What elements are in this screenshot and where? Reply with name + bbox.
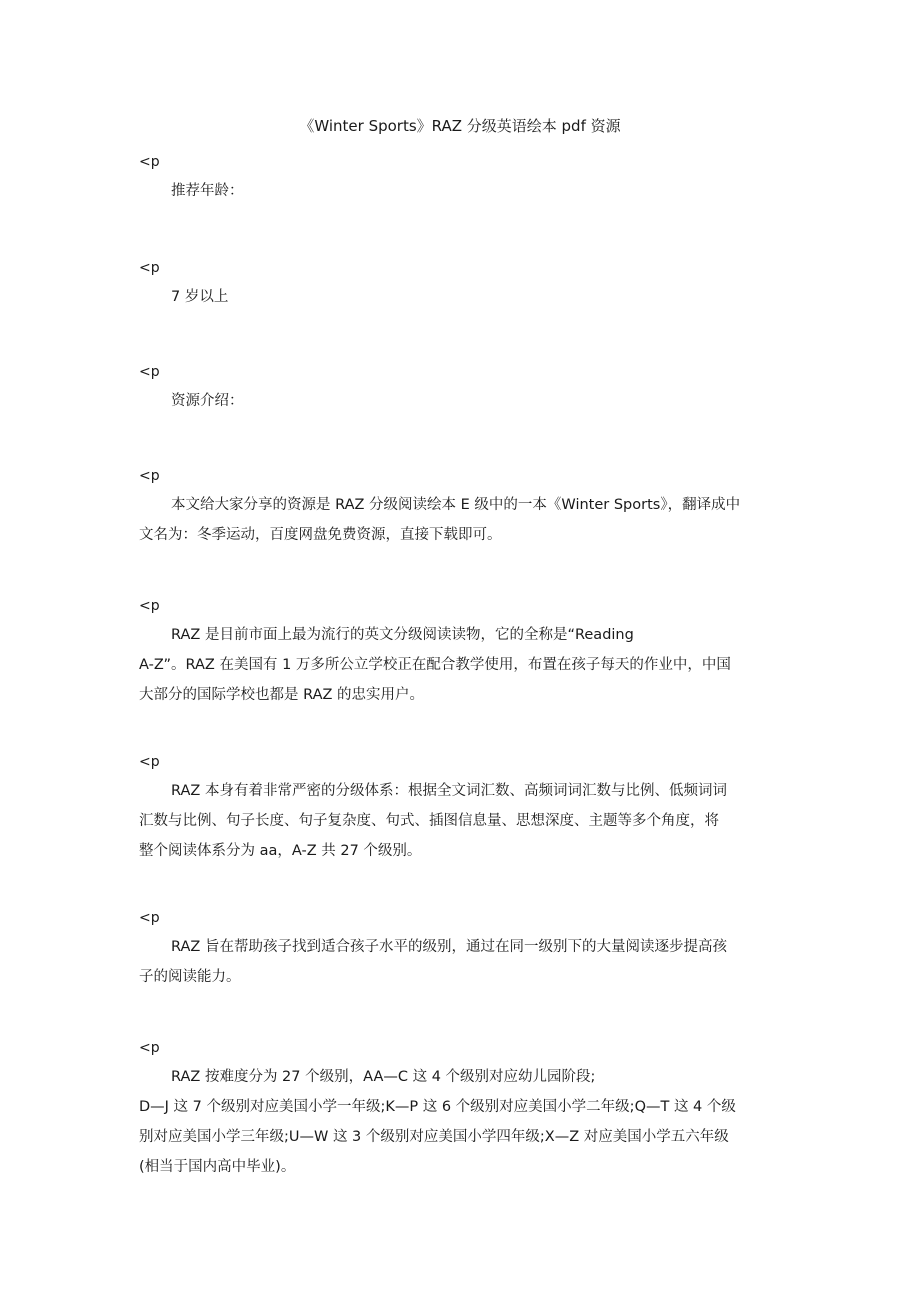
paragraph-line: RAZ 是目前市面上最为流行的英文分级阅读读物，它的全称是“Reading bbox=[171, 627, 634, 643]
paragraph-marker: <p bbox=[139, 154, 160, 170]
paragraph-text bbox=[139, 386, 784, 416]
paragraph-text bbox=[139, 932, 784, 992]
paragraph-text bbox=[139, 490, 784, 550]
paragraph-line: 本文给大家分享的资源是 RAZ 分级阅读绘本 E 级中的一本《Winter Sports》，翻译成中 bbox=[171, 497, 741, 513]
paragraph-text bbox=[139, 1062, 784, 1182]
paragraph-text bbox=[139, 620, 784, 710]
paragraph-line: RAZ 本身有着非常严密的分级体系：根据全文词汇数、高频词词汇数与比例、低频词词 bbox=[171, 783, 727, 799]
paragraph-line: 推荐年龄： bbox=[171, 183, 244, 199]
paragraph-line: 7 岁以上 bbox=[171, 289, 229, 305]
paragraph-line: 大部分的国际学校也都是 RAZ 的忠实用户。 bbox=[139, 687, 425, 703]
paragraph-marker: <p bbox=[139, 1040, 160, 1056]
paragraph-line: 资源介绍： bbox=[171, 393, 244, 409]
paragraph-marker: <p bbox=[139, 364, 160, 380]
paragraph-block bbox=[139, 362, 784, 416]
paragraph-text bbox=[139, 776, 784, 866]
paragraph-block bbox=[139, 466, 784, 550]
paragraph-line: RAZ 旨在帮助孩子找到适合孩子水平的级别，通过在同一级别下的大量阅读逐步提高孩 bbox=[171, 939, 727, 955]
paragraph-marker: <p bbox=[139, 468, 160, 484]
paragraph-line: 文名为：冬季运动，百度网盘免费资源，直接下载即可。 bbox=[139, 527, 502, 543]
paragraph-marker: <p bbox=[139, 754, 160, 770]
paragraph-text bbox=[139, 282, 784, 312]
paragraph-block bbox=[139, 1038, 784, 1182]
paragraph-line: A-Z”。RAZ 在美国有 1 万多所公立学校正在配合教学使用，布置在孩子每天的作业中，中国 bbox=[139, 657, 731, 673]
paragraph-line: RAZ 按难度分为 27 个级别，AA—C 这 4 个级别对应幼儿园阶段; bbox=[171, 1069, 596, 1085]
paragraph-line: 子的阅读能力。 bbox=[139, 969, 241, 985]
document-title: 《Winter Sports》RAZ 分级英语绘本 pdf 资源 bbox=[299, 117, 621, 135]
paragraph-marker: <p bbox=[139, 910, 160, 926]
paragraph-block bbox=[139, 752, 784, 866]
paragraph-line: 别对应美国小学三年级;U—W 这 3 个级别对应美国小学四年级;X—Z 对应美国小学五六年级 bbox=[139, 1129, 729, 1145]
paragraph-line: (相当于国内高中毕业)。 bbox=[139, 1159, 296, 1175]
paragraph-block bbox=[139, 152, 784, 206]
paragraph-marker: <p bbox=[139, 598, 160, 614]
paragraph-line: 汇数与比例、句子长度、句子复杂度、句式、插图信息量、思想深度、主题等多个角度，将 bbox=[139, 813, 719, 829]
paragraph-line: D—J 这 7 个级别对应美国小学一年级;K—P 这 6 个级别对应美国小学二年级;Q—T 这 4 个级 bbox=[139, 1099, 736, 1115]
paragraph-block bbox=[139, 908, 784, 992]
paragraph-marker: <p bbox=[139, 260, 160, 276]
paragraph-block bbox=[139, 596, 784, 710]
paragraph-block bbox=[139, 258, 784, 312]
paragraph-text bbox=[139, 176, 784, 206]
paragraph-line: 整个阅读体系分为 aa，A-Z 共 27 个级别。 bbox=[139, 843, 422, 859]
